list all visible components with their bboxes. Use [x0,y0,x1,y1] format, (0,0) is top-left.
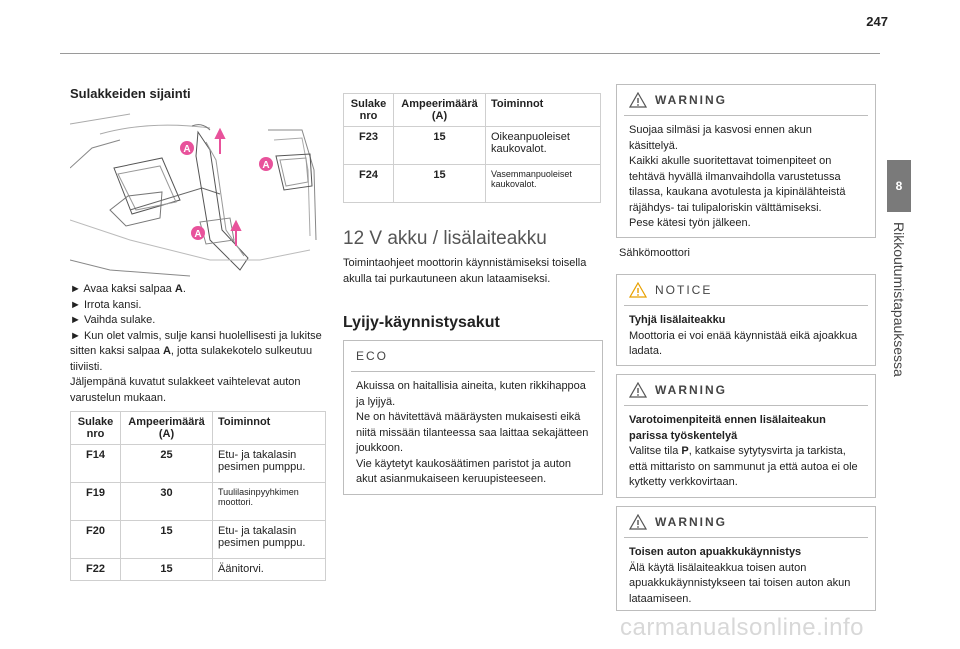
warning-label: WARNING [655,515,727,529]
warning-box-1 [616,84,876,238]
col-header-amp: Ampeerimäärä (A) [121,412,213,445]
fuse-table-right [343,93,601,203]
col-header-func: Toiminnot [213,412,326,445]
warning-icon [629,382,647,398]
warning-box-header [617,85,875,115]
variation-note: Jäljempänä kuvatut sulakkeet vaihtelevat auton varustelun mukaan. [70,376,301,404]
electric-motor-heading: Sähkömoottori [619,247,690,259]
notice-box-body: Tyhjä lisälaiteakku Moottoria ei voi enää käynnistää eikä ajoakkua ladata. [629,314,858,357]
fuse-table-left [70,411,326,581]
eco-label: ECO [356,349,389,363]
fuse-location-heading: Sulakkeiden sijainti [70,86,191,101]
warning-box-2 [616,374,876,498]
warning-box-3-body: Toisen auton apuakkukäynnistys Älä käytä lisälaiteakkua toisen auton apuakkukäynnistykseen tai toisen auton akun lataamiseen. [629,546,851,605]
eco-box [343,340,603,495]
eco-box-body: Akuissa on haitallisia aineita, kuten rikkihappoa ja lyijyä. Ne on hävitettävä määräysten mukaisesti eikä niitä missään tilanteessa saa laittaa sekajätteen joukkoon. Vie käytetyt kaukosäätimen paristot ja auton akut asianmukaiseen keruupisteeseen. [356,380,589,485]
notice-box [616,274,876,366]
warning-box-header [617,507,875,537]
table-row: F19 30 Tuulilasinpyyhkimen moottori. [71,483,326,521]
notice-label: NOTICE [655,283,713,297]
warning-icon [629,92,647,108]
lead-acid-subtitle: Lyijy-käynnistysakut [343,314,500,331]
fuse-box-illustration [70,110,324,278]
callout-a-label-2: A [262,160,270,171]
callout-a-label-1: A [183,144,191,155]
step-4: ► Kun olet valmis, sulje kansi huolellisesti ja lukitse sitten kaksi salpaa A, jotta sulakekotelo sulkeutuu tiiviisti. [70,329,322,373]
battery-title: 12 V akku / lisälaiteakku [343,228,547,249]
table-row: F14 25 Etu- ja takalasin pesimen pumppu. [71,445,326,483]
eco-box-header [344,341,602,371]
col-header-func: Toiminnot [486,94,601,127]
table-row: F23 15 Oikeanpuoleiset kaukovalot. [344,127,601,165]
battery-intro: Toimintaohjeet moottorin käynnistämiseksi toisella akulla tai purkautuneen akun lataamiseksi. [343,257,587,285]
warning-box-header [617,375,875,405]
step-3: ► Vaihda sulake. [70,314,156,326]
table-row: F20 15 Etu- ja takalasin pesimen pumppu. [71,521,326,559]
header-rule [60,53,880,54]
chapter-tab[interactable]: 8 [887,160,911,212]
callout-a-label-3: A [194,229,202,240]
col-header-nro: Sulake nro [71,412,121,445]
notice-box-header [617,275,875,305]
step-2: ► Irrota kansi. [70,298,142,311]
fuse-box-figure [70,110,324,278]
col-header-nro: Sulake nro [344,94,394,127]
warning-box-1-body: Suojaa silmäsi ja kasvosi ennen akun käsittelyä. Kaikki akulle suoritettavat toimenpiteet on tehtävä hyvällä ilmanvaihdolla varustetussa tilassa, kaukana avotulesta ja kipinälähteistä räjähdys- tai tulipaloriskin välttämiseksi. Pese kätesi työn jälkeen. [629,124,846,229]
warning-label: WARNING [655,383,727,397]
warning-box-3 [616,506,876,611]
watermark: carmanualsonline.info [620,614,864,641]
fuse-instructions [70,282,324,406]
table-row: F24 15 Vasemmanpuoleiset kaukovalot. [344,165,601,203]
table-row: F22 15 Äänitorvi. [71,559,326,581]
warning-label: WARNING [655,93,727,107]
warning-icon [629,514,647,530]
chapter-title [884,222,914,422]
page-number: 247 [866,14,888,29]
warning-box-2-body: Varotoimenpiteitä ennen lisälaiteakun parissa työskentelyä Valitse tila P, katkaise sytytysvirta ja tarkista, että mittaristo on sammunut ja että autoa ei ole kytketty verkkovirtaan. [629,414,858,488]
notice-icon [629,282,647,298]
step-1: ► Avaa kaksi salpaa A. [70,283,186,295]
col-header-amp: Ampeerimäärä (A) [394,94,486,127]
chapter-title-text: Rikkoutumistapauksessa [891,222,907,377]
